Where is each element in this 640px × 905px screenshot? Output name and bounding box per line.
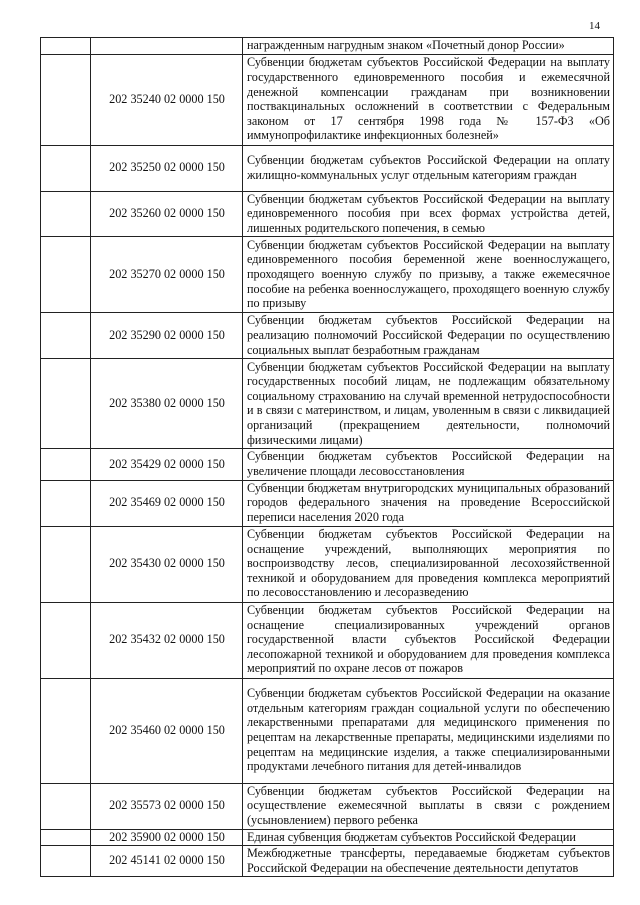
row-index-cell <box>41 237 91 313</box>
table-row <box>41 480 614 526</box>
description-cell: Субвенции бюджетам субъектов Российской Федерации на оплату жилищно-коммунальных услуг отдельным категориям граждан <box>243 145 614 191</box>
code-cell: 202 35429 02 0000 150 <box>91 449 243 480</box>
row-index-cell <box>41 145 91 191</box>
table-row <box>41 38 614 55</box>
code-cell: 202 35260 02 0000 150 <box>91 191 243 237</box>
row-index-cell <box>41 846 91 877</box>
description-cell: Единая субвенция бюджетам субъектов Российской Федерации <box>243 829 614 846</box>
row-index-cell <box>41 602 91 678</box>
row-index-cell <box>41 54 91 145</box>
code-cell: 202 35460 02 0000 150 <box>91 678 243 783</box>
row-index-cell <box>41 359 91 449</box>
description-cell: Субвенции бюджетам субъектов Российской Федерации на оснащение специализированных учреждений органов государственной власти субъектов Российской Федерации лесопожарной техникой и оборудованием для проведения комплекса мероприятий по охране лесов от пожаров <box>243 602 614 678</box>
row-index-cell <box>41 829 91 846</box>
description-cell: Субвенции бюджетам субъектов Российской Федерации на выплату государственных пособий лицам, не подлежащим обязательному социальному страхованию на случай временной нетрудоспособности и в связи с материнством, и лицам, уволенным в связи с ликвидацией организаций (прекращением деятельности, полномочий физическими лицами) <box>243 359 614 449</box>
table-row <box>41 237 614 313</box>
code-cell: 202 35430 02 0000 150 <box>91 526 243 602</box>
table-row <box>41 54 614 145</box>
row-index-cell <box>41 783 91 829</box>
code-cell: 202 35250 02 0000 150 <box>91 145 243 191</box>
row-index-cell <box>41 449 91 480</box>
row-index-cell <box>41 313 91 359</box>
description-cell: Субвенции бюджетам субъектов Российской Федерации на реализацию полномочий Российской Федерации по осуществлению социальных выплат безработным гражданам <box>243 313 614 359</box>
table-row <box>41 449 614 480</box>
description-cell: Субвенции бюджетам субъектов Российской Федерации на осуществление ежемесячной выплаты в связи с рождением (усыновлением) первого ребенка <box>243 783 614 829</box>
code-cell: 202 35290 02 0000 150 <box>91 313 243 359</box>
description-cell: Субвенции бюджетам субъектов Российской Федерации на выплату единовременного пособия при всех формах устройства детей, лишенных родительского попечения, в семью <box>243 191 614 237</box>
description-cell: Межбюджетные трансферты, передаваемые бюджетам субъектов Российской Федерации на обеспечение деятельности депутатов <box>243 846 614 877</box>
code-cell: 202 45141 02 0000 150 <box>91 846 243 877</box>
row-index-cell <box>41 526 91 602</box>
budget-code-table <box>40 37 614 877</box>
description-cell: Субвенции бюджетам внутригородских муниципальных образований городов федерального значения на проведение Всероссийской переписи населения 2020 года <box>243 480 614 526</box>
row-index-cell <box>41 191 91 237</box>
code-cell: 202 35432 02 0000 150 <box>91 602 243 678</box>
table-row <box>41 846 614 877</box>
table-row <box>41 191 614 237</box>
table-row <box>41 313 614 359</box>
code-cell: 202 35469 02 0000 150 <box>91 480 243 526</box>
table-row <box>41 829 614 846</box>
code-cell: 202 35900 02 0000 150 <box>91 829 243 846</box>
table-row <box>41 359 614 449</box>
code-cell: 202 35573 02 0000 150 <box>91 783 243 829</box>
description-cell: Субвенции бюджетам субъектов Российской Федерации на увеличение площади лесовосстановления <box>243 449 614 480</box>
row-index-cell <box>41 480 91 526</box>
table-row <box>41 783 614 829</box>
table-row <box>41 145 614 191</box>
description-cell: Субвенции бюджетам субъектов Российской Федерации на выплату государственного единовременного пособия и ежемесячной денежной компенсации гражданам при возникновении поствакцинальных осложнений в соответствии с Федеральным законом от 17 сентября 1998 года № 157-ФЗ «Об иммунопрофилактике инфекционных болезней» <box>243 54 614 145</box>
description-cell: Субвенции бюджетам субъектов Российской Федерации на выплату единовременного пособия беременной жене военнослужащего, проходящего военную службу по призыву, а также ежемесячное пособие на ребенка военнослужащего, проходящего военную службу по призыву <box>243 237 614 313</box>
table-row <box>41 602 614 678</box>
description-cell: Субвенции бюджетам субъектов Российской Федерации на оснащение учреждений, выполняющих мероприятия по воспроизводству лесов, специализированной лесохозяйственной техникой и оборудованием для проведения комплекса мероприятий по лесовосстановлению и лесоразведению <box>243 526 614 602</box>
table-row <box>41 678 614 783</box>
code-cell: 202 35240 02 0000 150 <box>91 54 243 145</box>
code-cell <box>91 38 243 55</box>
page-number: 14 <box>589 20 600 32</box>
description-cell: награжденным нагрудным знаком «Почетный донор России» <box>243 38 614 55</box>
row-index-cell <box>41 38 91 55</box>
code-cell: 202 35270 02 0000 150 <box>91 237 243 313</box>
table-row <box>41 526 614 602</box>
row-index-cell <box>41 678 91 783</box>
description-cell: Субвенции бюджетам субъектов Российской Федерации на оказание отдельным категориям граждан социальной услуги по обеспечению лекарственными препаратами для медицинского применения по рецептам на лекарственные препараты, медицинскими изделиями по рецептам на медицинские изделия, а также специализированными продуктами лечебного питания для детей-инвалидов <box>243 678 614 783</box>
code-cell: 202 35380 02 0000 150 <box>91 359 243 449</box>
